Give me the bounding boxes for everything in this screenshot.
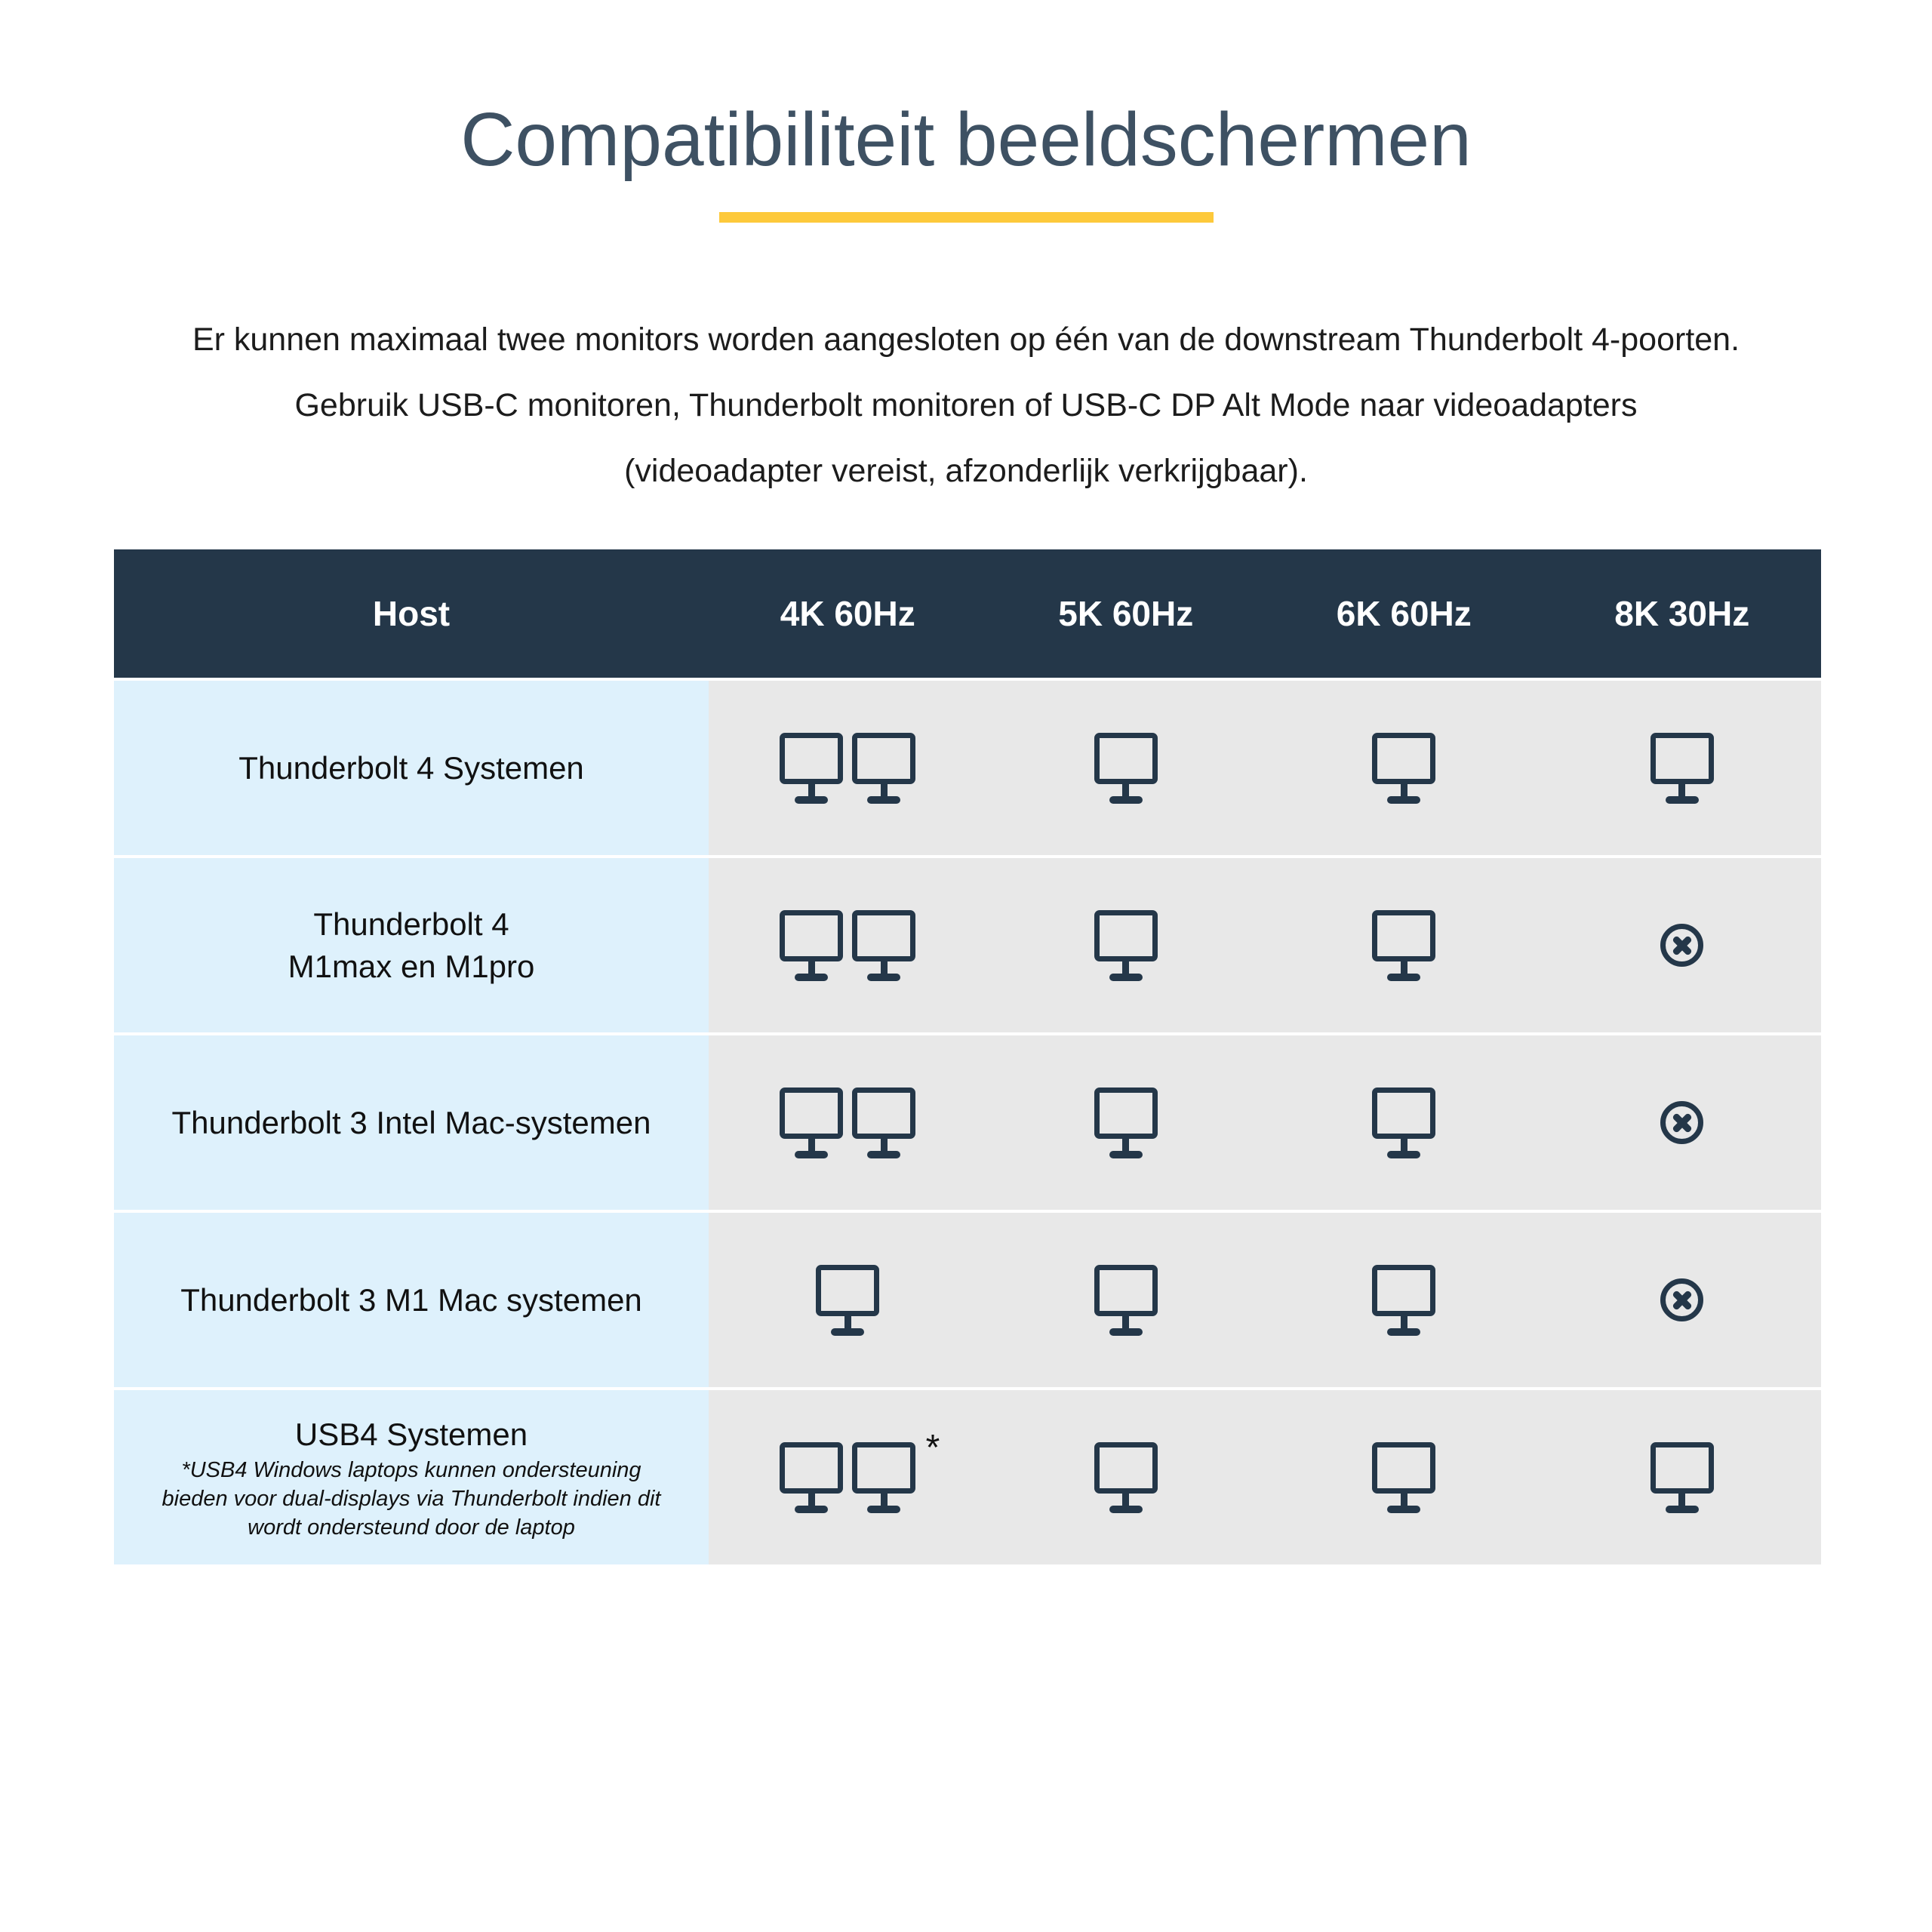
monitor-stand	[1678, 784, 1685, 796]
host-label: Thunderbolt 4	[313, 906, 509, 942]
monitor-base	[867, 796, 900, 804]
monitor-base	[867, 1151, 900, 1158]
host-label: Thunderbolt 4 Systemen	[238, 749, 584, 786]
monitor-base	[1109, 1151, 1143, 1158]
monitor-stand	[881, 784, 888, 796]
table-row	[114, 681, 1821, 855]
table-row	[114, 858, 1821, 1032]
intro-line-2: Gebruik USB-C monitoren, Thunderbolt monitoren of USB-C DP Alt Mode naar videoadapters	[294, 387, 1638, 423]
monitor-stand	[1678, 1494, 1685, 1506]
monitor-base	[831, 1328, 864, 1336]
dual-monitor-icon	[780, 1088, 915, 1158]
monitor-screen	[1094, 910, 1158, 961]
monitor-stand	[1122, 784, 1129, 796]
monitor-icon	[1651, 733, 1714, 804]
monitor-screen	[852, 910, 915, 961]
support-cell	[987, 681, 1266, 855]
support-cell	[1543, 681, 1822, 855]
host-label: USB4 Systemen	[294, 1416, 528, 1452]
column-header-5k60: 5K 60Hz	[1058, 594, 1194, 633]
support-cell	[987, 858, 1266, 1032]
monitor-stand	[881, 1494, 888, 1506]
intro-line-1: Er kunnen maximaal twee monitors worden aangesloten op één van de downstream Thunderbolt 4-poorten.	[192, 321, 1740, 358]
monitor-screen	[780, 733, 843, 784]
monitor-base	[1109, 1506, 1143, 1513]
monitor-icon	[1651, 1442, 1714, 1513]
monitor-base	[795, 1151, 828, 1158]
monitor-icon	[780, 1088, 843, 1158]
monitor-base	[795, 1506, 828, 1513]
monitor-icon	[780, 733, 843, 804]
monitor-icon	[852, 733, 915, 804]
not-supported-icon	[1660, 924, 1703, 967]
support-cell	[1265, 1390, 1543, 1564]
monitor-icon	[852, 1088, 915, 1158]
monitor-base	[1109, 1328, 1143, 1336]
monitor-base	[1666, 1506, 1699, 1513]
monitor-icon	[1094, 910, 1158, 981]
host-label: Thunderbolt 3 M1 Mac systemen	[180, 1281, 642, 1318]
monitor-stand	[844, 1316, 851, 1328]
monitor-base	[1387, 1506, 1420, 1513]
monitor-icon	[816, 1265, 879, 1336]
support-cell	[1265, 858, 1543, 1032]
support-cell	[1543, 1213, 1822, 1387]
monitor-icon	[1372, 1088, 1435, 1158]
dual-monitor-icon	[780, 733, 915, 804]
monitor-screen	[1372, 910, 1435, 961]
monitor-icon	[852, 910, 915, 981]
monitor-base	[1387, 974, 1420, 981]
monitor-icon	[1372, 1442, 1435, 1513]
monitor-stand	[1401, 1494, 1407, 1506]
compatibility-table	[114, 549, 1821, 1564]
table-header-row	[114, 549, 1821, 678]
monitor-stand	[1122, 961, 1129, 974]
host-footnote: bieden voor dual-displays via Thunderbolt indien dit	[162, 1486, 661, 1511]
support-cell	[987, 1213, 1266, 1387]
monitor-screen	[1651, 733, 1714, 784]
asterisk-note: *	[925, 1427, 940, 1468]
monitor-stand	[1122, 1139, 1129, 1151]
monitor-icon	[1372, 1265, 1435, 1336]
page-title: Compatibiliteit beeldschermen	[460, 97, 1472, 182]
monitor-screen	[780, 1442, 843, 1494]
host-cell	[114, 681, 709, 855]
support-cell	[709, 1213, 987, 1387]
support-cell	[1265, 1213, 1543, 1387]
monitor-base	[867, 974, 900, 981]
host-label: M1max en M1pro	[288, 948, 535, 984]
monitor-screen	[816, 1265, 879, 1316]
monitor-base	[1109, 974, 1143, 981]
monitor-screen	[1094, 1442, 1158, 1494]
monitor-base	[1387, 1151, 1420, 1158]
monitor-screen	[1372, 733, 1435, 784]
table-body	[114, 681, 1821, 1564]
monitor-screen	[1651, 1442, 1714, 1494]
monitor-icon	[852, 1442, 915, 1513]
support-cell	[1543, 1035, 1822, 1210]
monitor-base	[1387, 796, 1420, 804]
intro-line-3: (videoadapter vereist, afzonderlijk verkrijgbaar).	[624, 453, 1308, 489]
monitor-stand	[808, 784, 815, 796]
table-row	[114, 1390, 1821, 1564]
support-cell	[709, 858, 987, 1032]
support-cell	[1265, 681, 1543, 855]
monitor-stand	[808, 961, 815, 974]
monitor-stand	[881, 1139, 888, 1151]
monitor-icon	[1372, 733, 1435, 804]
not-supported-icon	[1660, 1101, 1703, 1144]
monitor-stand	[1122, 1316, 1129, 1328]
dual-monitor-icon	[780, 1427, 940, 1513]
monitor-stand	[1401, 961, 1407, 974]
intro-paragraph	[0, 307, 1932, 504]
monitor-icon	[1094, 733, 1158, 804]
monitor-base	[795, 796, 828, 804]
monitor-base	[795, 974, 828, 981]
dual-monitor-icon	[780, 910, 915, 981]
monitor-screen	[1372, 1088, 1435, 1139]
host-cell	[114, 1213, 709, 1387]
host-cell	[114, 858, 709, 1032]
monitor-icon	[780, 1442, 843, 1513]
monitor-base	[1109, 796, 1143, 804]
monitor-stand	[1401, 1316, 1407, 1328]
support-cell	[709, 1390, 987, 1564]
monitor-stand	[1401, 1139, 1407, 1151]
support-cell	[1265, 1035, 1543, 1210]
support-cell	[709, 1035, 987, 1210]
monitor-icon	[1094, 1442, 1158, 1513]
monitor-stand	[808, 1139, 815, 1151]
support-cell	[1543, 1390, 1822, 1564]
monitor-icon	[1094, 1265, 1158, 1336]
monitor-screen	[852, 1442, 915, 1494]
monitor-screen	[852, 1088, 915, 1139]
host-cell	[114, 1390, 709, 1564]
monitor-stand	[808, 1494, 815, 1506]
monitor-screen	[1094, 1265, 1158, 1316]
monitor-screen	[780, 1088, 843, 1139]
monitor-icon	[1094, 1088, 1158, 1158]
monitor-stand	[1122, 1494, 1129, 1506]
monitor-screen	[1094, 1088, 1158, 1139]
title-underline	[719, 212, 1214, 223]
monitor-screen	[1372, 1265, 1435, 1316]
host-footnote: wordt ondersteund door de laptop	[248, 1515, 575, 1540]
monitor-screen	[1372, 1442, 1435, 1494]
support-cell	[987, 1035, 1266, 1210]
support-cell	[709, 681, 987, 855]
column-header-host: Host	[372, 594, 451, 633]
monitor-base	[1666, 796, 1699, 804]
monitor-screen	[1094, 733, 1158, 784]
monitor-icon	[780, 910, 843, 981]
column-header-6k60: 6K 60Hz	[1336, 594, 1472, 633]
monitor-screen	[852, 733, 915, 784]
monitor-stand	[1401, 784, 1407, 796]
table-row	[114, 1213, 1821, 1387]
host-label: Thunderbolt 3 Intel Mac-systemen	[171, 1104, 651, 1140]
column-header-4k60: 4K 60Hz	[780, 594, 915, 633]
monitor-icon	[1372, 910, 1435, 981]
table-row	[114, 1035, 1821, 1210]
monitor-base	[1387, 1328, 1420, 1336]
host-cell	[114, 1035, 709, 1210]
monitor-stand	[881, 961, 888, 974]
support-cell	[987, 1390, 1266, 1564]
host-footnote: *USB4 Windows laptops kunnen ondersteuning	[181, 1457, 641, 1482]
support-cell	[1543, 858, 1822, 1032]
monitor-base	[867, 1506, 900, 1513]
monitor-screen	[780, 910, 843, 961]
not-supported-icon	[1660, 1278, 1703, 1321]
column-header-8k30: 8K 30Hz	[1614, 594, 1750, 633]
